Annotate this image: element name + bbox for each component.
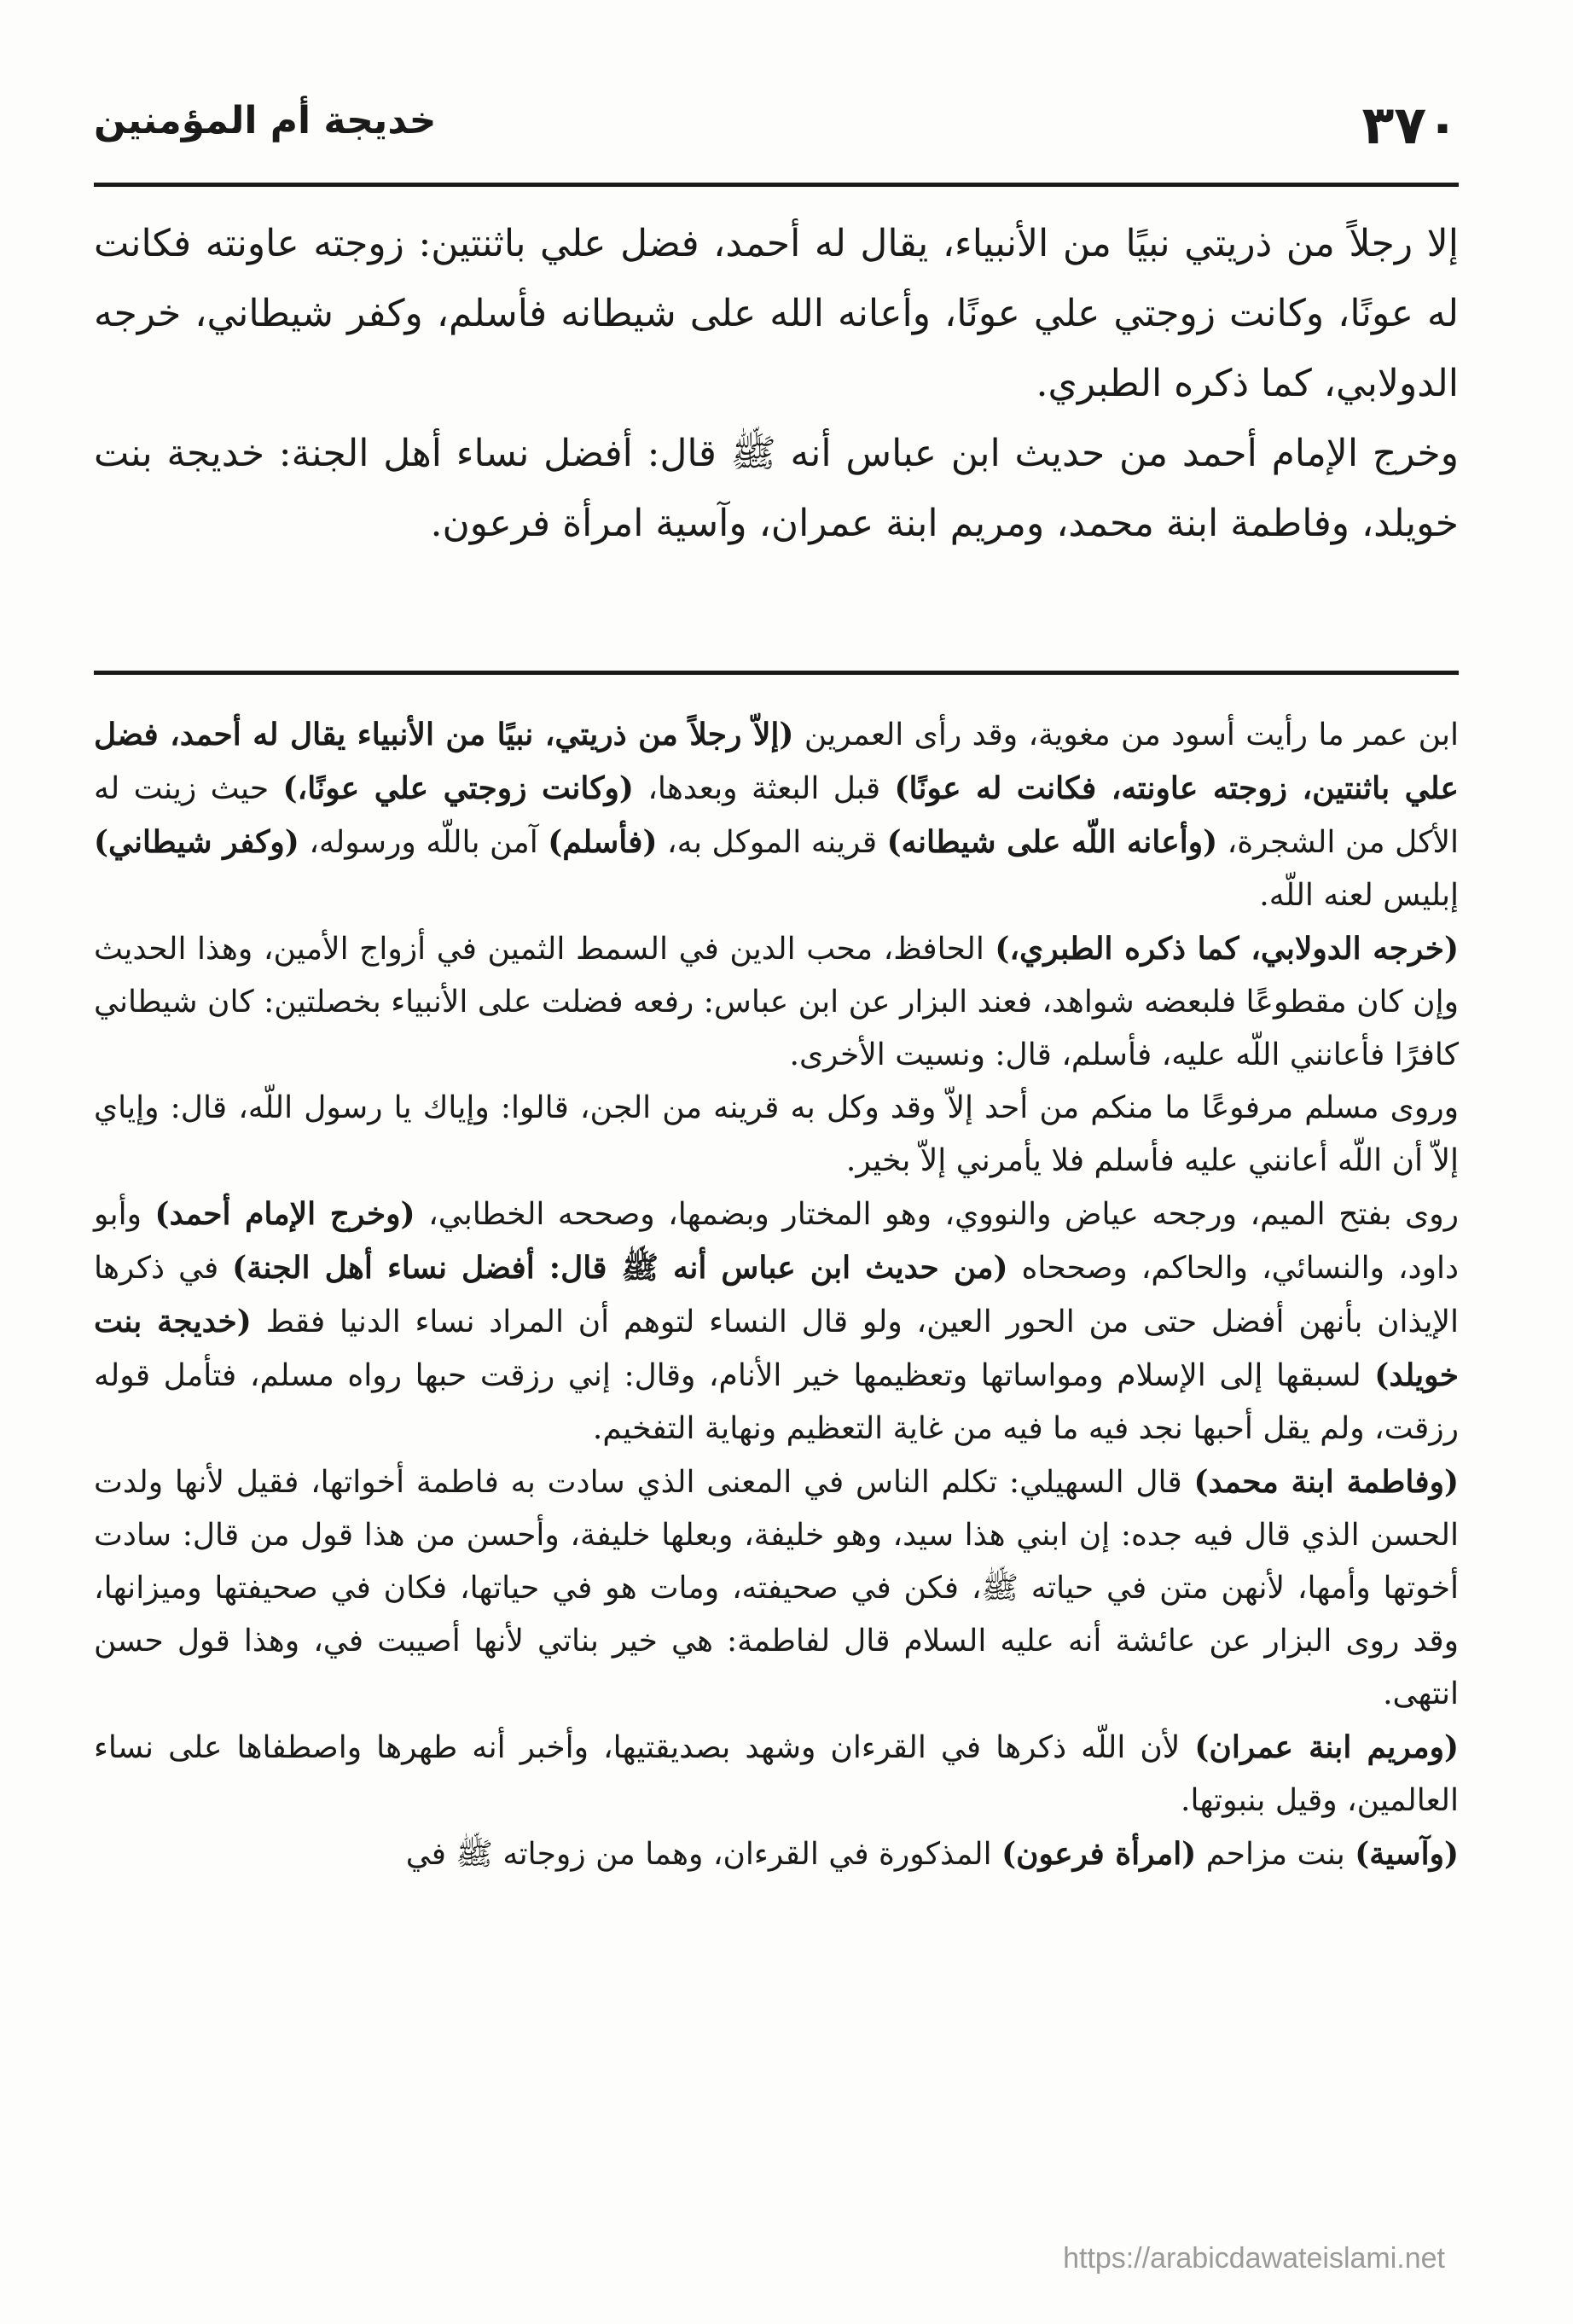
commentary-paragraph — [94, 1721, 1459, 1827]
commentary-text: بنت مزاحم — [1196, 1837, 1355, 1872]
commentary-text: لأن اللّه ذكرها في القرءان وشهد بصديقتيها، وأخبر أنه طهرها واصطفاها على نساء العالمين، وقيل بنبوتها. — [94, 1730, 1459, 1818]
quoted-lemma: (وفاطمة ابنة محمد) — [1193, 1464, 1459, 1500]
main-paragraph: إلا رجلاً من ذريتي نبيًا من الأنبياء، يقال له أحمد، فضل علي باثنتين: زوجته عاونته فكانت له عونًا، وكانت زوجتي علي عونًا، وأعانه الله على شيطانه فأسلم، وكفر شيطاني، خرجه الدولابي، كما ذكره الطبري. — [94, 222, 1459, 405]
commentary-paragraph — [94, 1455, 1459, 1721]
commentary-text: وروى مسلم مرفوعًا ما منكم من أحد إلاّ وقد وكل به قرينه من الجن، قالوا: وإياك يا رسول اللّه، قال: وإياي إلاّ أن اللّه أعانني عليه فأسلم فلا يأمرني إلاّ بخير. — [94, 1090, 1459, 1178]
header-rule — [94, 183, 1459, 187]
quoted-lemma: (من حديث ابن عباس أنه ﷺ قال: أفضل نساء أهل الجنة) — [232, 1250, 1008, 1286]
commentary-text: ابن عمر ما رأيت أسود من مغوية، وقد رأى العمرين — [793, 718, 1460, 752]
quoted-lemma: (إلاّ رجلاً من ذريتي، نبيًا من الأنبياء يقال له أحمد، فضل علي باثنتين، زوجته عاونته، فكانت له عونًا) — [94, 717, 1460, 806]
commentary-paragraph — [94, 1188, 1459, 1455]
quoted-lemma: (خرجه الدولابي، كما ذكره الطبري،) — [995, 931, 1460, 967]
commentary-text: قبل البعثة وبعدها، — [633, 771, 895, 806]
quoted-lemma: (ومريم ابنة عمران) — [1194, 1729, 1459, 1765]
commentary-paragraph — [94, 922, 1459, 1082]
commentary-paragraph — [94, 708, 1459, 922]
commentary-paragraph — [94, 1082, 1459, 1188]
quoted-lemma: (وآسية) — [1355, 1836, 1459, 1872]
commentary-text: في ذكرها الإيذان بأنهن أفضل حتى من الحور العين، ولو قال النساء لتوهم أن المراد نساء الدنيا فقط — [94, 1251, 1459, 1339]
commentary-text: قرينه الموكل به، — [657, 825, 887, 860]
commentary-text: آمن باللّه ورسوله، — [299, 825, 549, 860]
commentary-text: حيث زينت له الأكل من الشجرة، — [94, 771, 1460, 860]
quoted-lemma: (وأعانه اللّه على شيطانه) — [886, 824, 1218, 860]
main-text — [94, 209, 1459, 653]
page-header — [94, 94, 1459, 171]
quoted-lemma: (وكانت زوجتي علي عونًا،) — [282, 770, 634, 806]
quoted-lemma: (خديجة بنت خويلد) — [94, 1304, 1459, 1393]
commentary-text: المذكورة في القرءان، وهما من زوجاته ﷺ في — [405, 1837, 1002, 1872]
commentary-text: قال السهيلي: تكلم الناس في المعنى الذي سادت به فاطمة أخواتها، فقيل لأنها ولدت الحسن الذي قال فيه جده: إن ابني هذا سيد، وهو خليفة، وبعلها خليفة، وأحسن من هذا قول من قال: سادت أخوتها وأمها، لأنهن متن في حياته ﷺ، فكن في صحيفته، ومات هو في حياتها، فكان في صحيفتها وميزانها، وقد روى البزار عن عائشة أنه عليه السلام قال لفاطمة: هي خير بناتي لأنها أصيبت في، وهذا قول حسن انتهى. — [94, 1465, 1460, 1711]
running-title: خديجة أم المؤمنين — [94, 99, 437, 142]
section-divider — [94, 671, 1459, 675]
commentary-paragraph — [94, 1827, 1459, 1881]
commentary-text: إبليس لعنه اللّه. — [1259, 878, 1459, 913]
main-paragraph: وخرج الإمام أحمد من حديث ابن عباس أنه ﷺ قال: أفضل نساء أهل الجنة: خديجة بنت خويلد، وفاطمة ابنة محمد، ومريم ابنة عمران، وآسية امرأة فرعون. — [94, 432, 1459, 545]
commentary-text: روى بفتح الميم، ورجحه عياض والنووي، وهو المختار وبضمها، وصححه الخطابي، — [415, 1197, 1459, 1232]
quoted-lemma: (امرأة فرعون) — [1001, 1836, 1197, 1872]
commentary-text: وأبو داود، والنسائي، والحاكم، وصححاه — [94, 1197, 1459, 1286]
watermark-url: https://arabicdawateislami.net — [1063, 2242, 1445, 2275]
commentary-text: الحافظ، محب الدين في السمط الثمين في أزواج الأمين، وهذا الحديث وإن كان مقطوعًا فلبعضه شواهد، فعند البزار عن ابن عباس: رفعه فضلت على الأنبياء بخصلتين: كان شيطاني كافرًا فأعانني اللّه عليه، فأسلم، قال: ونسيت الأخرى. — [94, 932, 1459, 1072]
quoted-lemma: (فأسلم) — [548, 824, 658, 860]
commentary-text: لسبقها إلى الإسلام ومواساتها وتعظيمها خير الأنام، وقال: إني رزقت حبها رواه مسلم، فتأمل قوله رزقت، ولم يقل أحبها نجد فيه ما فيه من غاية التعظيم ونهاية التفخيم. — [94, 1358, 1459, 1446]
quoted-lemma: (وخرج الإمام أحمد) — [154, 1196, 415, 1232]
commentary — [94, 708, 1459, 2210]
quoted-lemma: (وكفر شيطاني) — [94, 824, 299, 860]
page-number: ٣٧٠ — [1361, 94, 1459, 156]
